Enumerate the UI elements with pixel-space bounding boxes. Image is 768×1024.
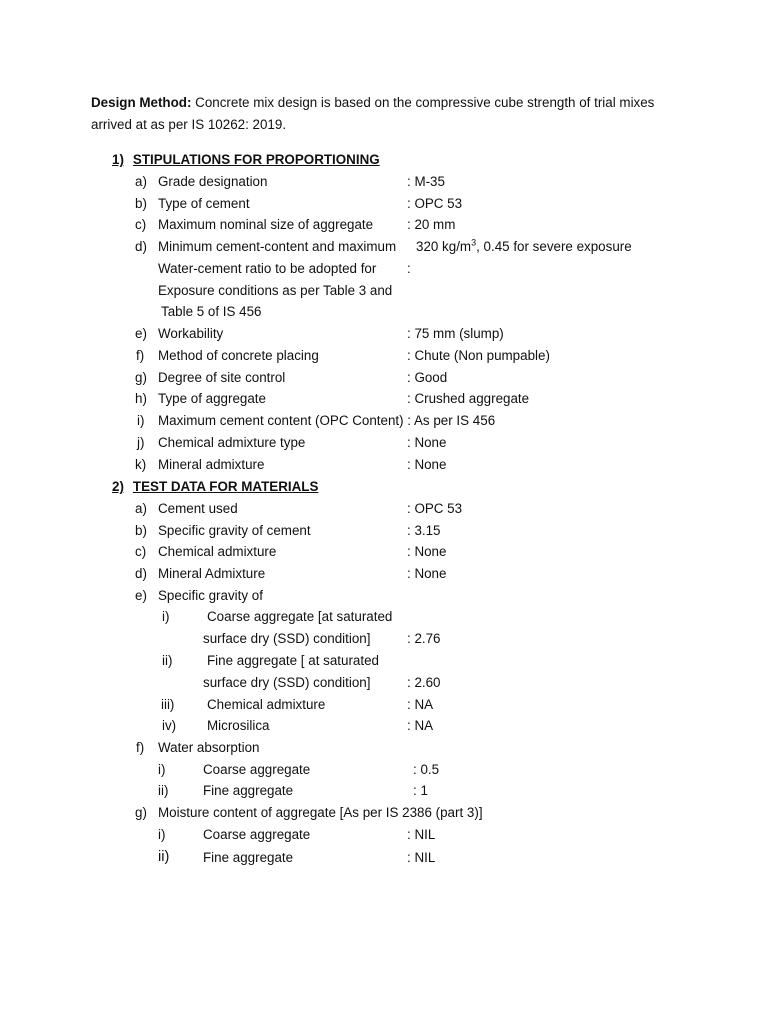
item-value: : OPC 53 [407,501,463,516]
item-label: Maximum nominal size of aggregate [158,217,374,232]
subitem-marker: iv) [162,718,177,733]
section-2-heading [112,478,318,496]
item-colon: : [407,261,411,276]
item-marker: f) [136,348,145,363]
subitem-marker: i) [158,827,166,842]
item-label: Chemical admixture [158,544,277,559]
subitem-value: : 2.76 [407,631,441,646]
section-1-title: STIPULATIONS FOR PROPORTIONING [132,152,380,167]
item-marker: b) [135,196,147,211]
item-label: Type of aggregate [158,391,266,406]
item-label: Type of cement [158,196,250,211]
item-marker: k) [135,457,147,472]
item-marker: e) [135,326,147,341]
design-method-line2: arrived at as per IS 10262: 2019. [91,117,287,132]
subitem-label: Fine aggregate [ at saturated [207,653,379,668]
subitem-label-continued: surface dry (SSD) condition] [203,631,371,646]
section-2-title: TEST DATA FOR MATERIALS [132,479,319,494]
item-value [416,238,632,256]
item-label-continued: Water-cement ratio to be adopted for [158,261,377,276]
item-value: : Chute (Non pumpable) [407,348,550,363]
subitem-marker: ii) [162,653,173,668]
item-marker: i) [137,413,145,428]
item-marker: g) [135,805,147,820]
subitem-value: : NA [407,697,434,712]
subitem-marker: ii) [158,783,169,798]
item-label: Minimum cement-content and maximum [158,239,397,254]
subitem-label: Fine aggregate [203,783,294,798]
item-marker: c) [135,544,147,559]
item-marker: d) [135,566,147,581]
subitem-marker: iii) [161,697,175,712]
item-value: : 3.15 [407,523,441,538]
section-1-heading [112,151,380,169]
item-label: Workability [158,326,224,341]
item-marker: a) [135,501,147,516]
item-label: Specific gravity of cement [158,523,311,538]
item-value: : 75 mm (slump) [407,326,504,341]
subitem-value: : 1 [413,783,428,798]
item-marker: f) [136,740,145,755]
item-value: : None [407,566,447,581]
item-value: : Good [407,370,448,385]
item-marker: g) [135,370,147,385]
item-label: Moisture content of aggregate [As per IS 2386 (part 3)] [158,805,483,820]
subitem-label: Coarse aggregate [203,827,311,842]
subitem-label-continued: surface dry (SSD) condition] [203,675,371,690]
subitem-label: Chemical admixture [207,697,326,712]
section-2-number: 2) [112,479,124,494]
value-part: 320 kg/m [416,239,472,254]
item-label: Specific gravity of [158,588,263,603]
item-marker: d) [135,239,147,254]
item-marker: j) [137,435,145,450]
item-marker: a) [135,174,147,189]
item-marker: h) [135,391,147,406]
item-marker: c) [135,217,147,232]
subitem-value: : 2.60 [407,675,441,690]
item-value: : Crushed aggregate [407,391,530,406]
design-method-line1 [91,94,654,112]
item-label: Mineral Admixture [158,566,266,581]
subitem-marker: ii) [158,849,170,865]
item-marker: b) [135,523,147,538]
item-value: : None [407,435,447,450]
item-label: Water absorption [158,740,260,755]
subitem-value: : 0.5 [413,762,440,777]
design-method-label: Design Method: [91,95,192,110]
subitem-value: : NIL [407,827,436,842]
subitem-label: Coarse aggregate [203,762,311,777]
item-label: Maximum cement content (OPC Content) : As per IS 456 [158,413,496,428]
value-part: , 0.45 for severe exposure [476,239,632,254]
section-1-number: 1) [112,152,124,167]
item-value: : 20 mm [407,217,456,232]
subitem-label: Coarse aggregate [at saturated [207,609,393,624]
subitem-label: Microsilica [207,718,270,733]
subitem-marker: i) [158,762,166,777]
item-label-continued: Exposure conditions as per Table 3 and [158,283,393,298]
item-value: : None [407,544,447,559]
item-value: : None [407,457,447,472]
subitem-label: Fine aggregate [203,850,294,865]
subitem-marker: i) [162,609,170,624]
design-method-text: Concrete mix design is based on the compressive cube strength of trial mixes [191,95,655,110]
item-label: Grade designation [158,174,268,189]
item-value: : OPC 53 [407,196,463,211]
item-label: Chemical admixture type [158,435,306,450]
item-label: Cement used [158,501,238,516]
subitem-value: : NIL [407,850,436,865]
item-label: Method of concrete placing [158,348,319,363]
value-superscript: 3 [471,237,477,248]
subitem-value: : NA [407,718,434,733]
item-label-continued: Table 5 of IS 456 [161,304,262,319]
item-label: Degree of site control [158,370,286,385]
item-marker: e) [135,588,147,603]
item-value: : M-35 [407,174,445,189]
item-label: Mineral admixture [158,457,265,472]
